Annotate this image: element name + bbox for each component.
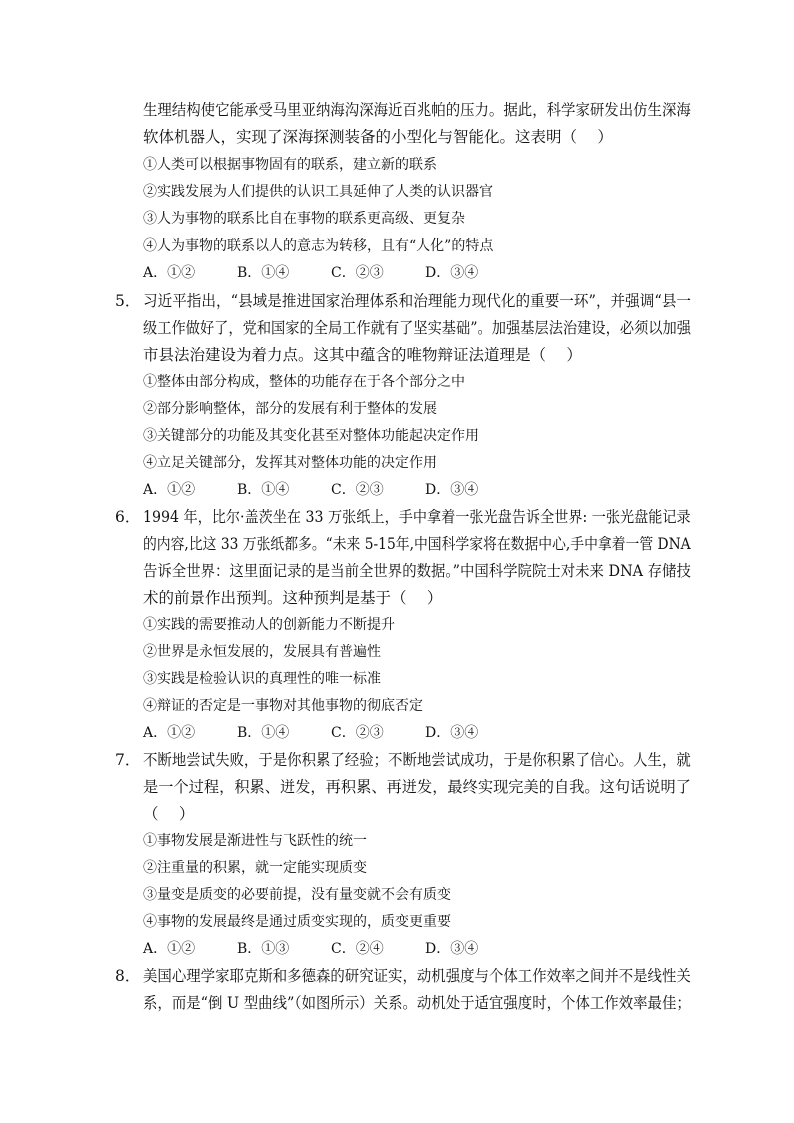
- q7-option-1: ①事物发展是渐进性与飞跃性的统一: [143, 833, 367, 849]
- q7-choice-d: D．③④: [425, 941, 479, 957]
- q7-stem-line-3: （ ）: [143, 805, 195, 823]
- q7-option-2: ②注重量的积累，就一定能实现质变: [143, 860, 367, 876]
- q4-choices: [143, 263, 519, 283]
- q8-stem-line-2: 系，而是“倒 U 型曲线”（如图所示）关系。动机处于适宜强度时，个体工作效率最佳；: [143, 994, 691, 1012]
- q4-choice-a: A．①②: [143, 265, 196, 281]
- q6-stem-line-1: 1994 年，比尔·盖茨坐在 33 万张纸上，手中拿着一张光盘告诉全世界: 一张光盘能记录: [143, 508, 691, 526]
- q4-choice-b: B．①④: [237, 265, 290, 281]
- q7-stem-line-2: 是一个过程，积累、迸发，再积累、再迸发，最终实现完美的自我。这句话说明了: [143, 778, 691, 796]
- q5-stem-line-3: 市县法治建设为着力点。这其中蕴含的唯物辩证法道理是（ ）: [143, 346, 582, 364]
- q6-choice-c: C．②③: [331, 725, 384, 741]
- q5-choice-b: B．①④: [237, 482, 290, 498]
- q5-option-1: ①整体由部分构成，整体的功能存在于各个部分之中: [143, 374, 465, 390]
- q6-stem-line-3: 告诉全世界：这里面记录的是当前全世界的数据。”中国科学院院士对未来 DNA 存储技: [143, 562, 691, 580]
- q5-choice-d: D．③④: [425, 482, 479, 498]
- q6-choice-d: D．③④: [425, 725, 479, 741]
- q5-option-3: ③关键部分的功能及其变化甚至对整体功能起决定作用: [143, 428, 479, 444]
- q4-stem-line-2: 软体机器人，实现了深海探测装备的小型化与智能化。这表明（ ）: [143, 128, 613, 146]
- q6-option-2: ②世界是永恒发展的，发展具有普遍性: [143, 644, 381, 660]
- q6-option-4: ④辩证的否定是一事物对其他事物的彻底否定: [143, 698, 423, 714]
- q5-stem-line-2: 级工作做好了，党和国家的全局工作就有了坚实基础”。加强基层法治建设，必须以加强: [143, 319, 691, 337]
- q4-stem-line-1: 生理结构使它能承受马里亚纳海沟深海近百兆帕的压力。据此，科学家研发出仿生深海: [143, 101, 691, 119]
- q6-number: 6．: [115, 508, 141, 526]
- q6-choices: [143, 723, 519, 743]
- q6-stem-line-4: 术的前景作出预判。这种预判是基于（ ）: [143, 589, 443, 607]
- q7-option-3: ③量变是质变的必要前提，没有量变就不会有质变: [143, 887, 451, 903]
- q6-option-3: ③实践是检验认识的真理性的唯一标准: [143, 671, 381, 687]
- q4-option-4: ④人为事物的联系以人的意志为转移，且有“人化”的特点: [143, 238, 494, 254]
- q6-choice-b: B．①④: [237, 725, 290, 741]
- q6-stem-line-2: 的内容,比这 33 万张纸都多。“未来 5-15年,中国科学家将在数据中心,手中拿着一管 DNA: [143, 535, 691, 553]
- q7-choice-c: C．②④: [331, 941, 384, 957]
- q5-number: 5．: [115, 292, 141, 310]
- q7-option-4: ④事物的发展最终是通过质变实现的，质变更重要: [143, 914, 451, 930]
- q7-number: 7．: [115, 751, 141, 769]
- q8-stem-line-1: 美国心理学家耶克斯和多德森的研究证实，动机强度与个体工作效率之间并不是线性关: [143, 967, 691, 985]
- q5-option-4: ④立足关键部分，发挥其对整体功能的决定作用: [143, 455, 437, 471]
- q6-choice-a: A．①②: [143, 725, 196, 741]
- q5-choice-c: C．②③: [331, 482, 384, 498]
- q4-option-3: ③人为事物的联系比自在事物的联系更高级、更复杂: [143, 211, 465, 227]
- q7-stem-line-1: 不断地尝试失败，于是你积累了经验；不断地尝试成功，于是你积累了信心。人生，就: [143, 751, 691, 769]
- q8-number: 8．: [115, 967, 141, 985]
- q7-choices: [143, 939, 519, 959]
- q4-choice-d: D．③④: [425, 265, 479, 281]
- q7-choice-b: B．①③: [237, 941, 290, 957]
- q4-option-2: ②实践发展为人们提供的认识工具延伸了人类的认识器官: [143, 184, 493, 200]
- q5-choices: [143, 480, 519, 500]
- q5-stem-line-1: 习近平指出，“县域是推进国家治理体系和治理能力现代化的重要一环”，并强调“县一: [143, 292, 692, 310]
- q4-choice-c: C．②③: [331, 265, 384, 281]
- q6-option-1: ①实践的需要推动人的创新能力不断提升: [143, 617, 395, 633]
- q4-option-1: ①人类可以根据事物固有的联系，建立新的联系: [143, 157, 437, 173]
- q5-option-2: ②部分影响整体，部分的发展有利于整体的发展: [143, 401, 437, 417]
- q7-choice-a: A．①②: [143, 941, 196, 957]
- q5-choice-a: A．①②: [143, 482, 196, 498]
